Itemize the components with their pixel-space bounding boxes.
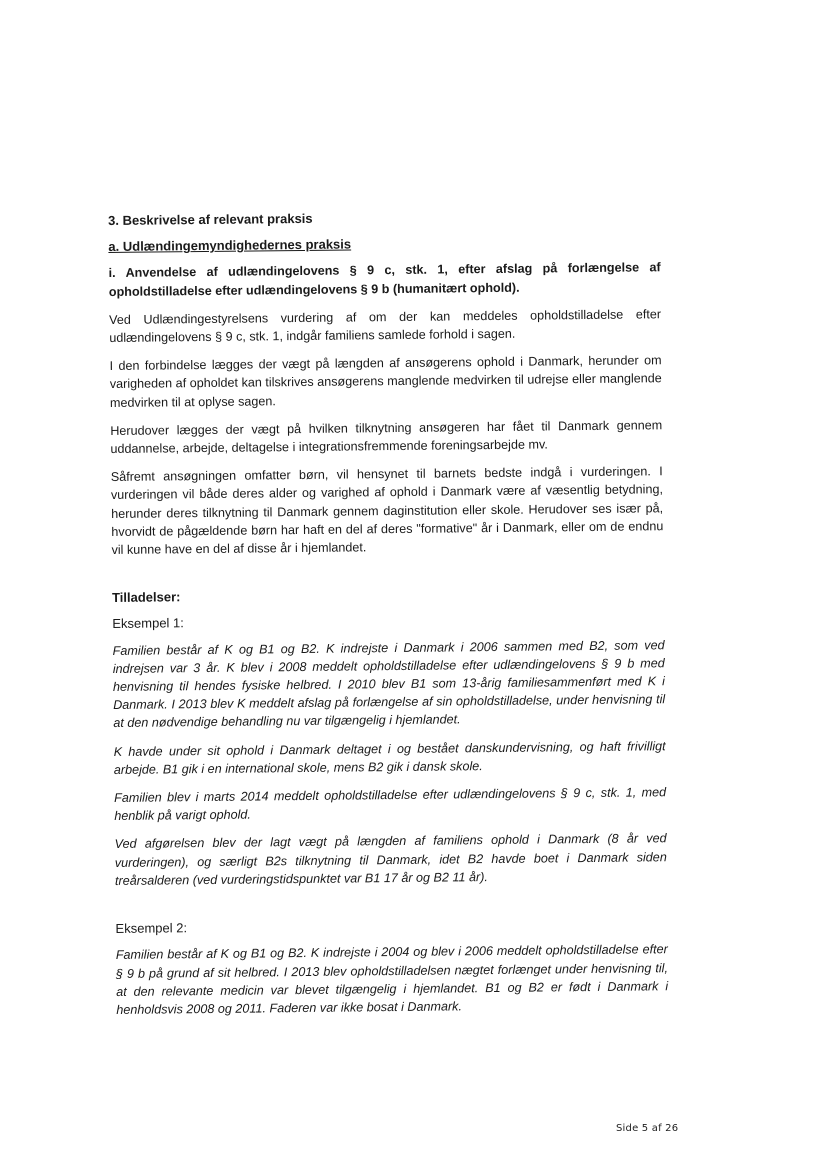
body-paragraph: Ved Udlændingestyrelsens vurdering af om der kan meddeles opholdstilladelse efter udlændingelovens § 9 c, stk. 1, indgår familiens samlede forhold i sagen. (109, 307, 662, 346)
body-paragraph: Herudover lægges der vægt på hvilken tilknytning ansøgeren har fået til Danmark gennem uddannelse, arbejde, deltagelse i integrationsfremmende foreningsarbejde mv. (110, 418, 663, 457)
page-number: Side 5 af 26 (616, 1123, 679, 1134)
example-2-paragraph: Familien består af K og B1 og B2. K indrejste i 2004 og blev i 2006 meddelt opholdstilladelse efter § 9 b på grund af sit helbred. I 2013 blev opholdstilladelsen nægtet forlænget under henvisning til, at den relevante medicin var blevet tilgængelig i hjemlandet. B1 og B2 er født i Danmark i henholdsvis 2008 og 2011. Faderen var ikke bosat i Danmark. (115, 942, 669, 1017)
example-1-paragraph: Familien består af K og B1 og B2. K indrejste i Danmark i 2006 sammen med B2, som ved indrejsen var 3 år. K blev i 2008 meddelt opholdstilladelse efter udlændingelovens § 9 b med henvisning til hendes fysiske helbred. I 2010 blev B1 som 13-årig familiesammenført med K i Danmark. I 2013 blev K meddelt afslag på forlængelse af sin opholdstilladelse, under henvisning til at den nødvendige behandling nu var tilgængelig i hjemlandet. (112, 637, 666, 731)
sub-heading: a. Udlændingemyndighedernes praksis (108, 236, 352, 255)
permits-label: Tilladelser: (111, 589, 181, 606)
body-paragraph: Såfremt ansøgningen omfatter børn, vil hensynet til barnets bedste indgå i vurderingen. I vurderingen vil både deres alder og varighed af ophold i Danmark være af væsentlig betydning, herunder deres tilknytning til Danmark gennem daginstitution eller skole. Herudover ses især på, hvorvidt de pågældende børn har haft en del af deres "formative" år i Danmark, eller om de endnu vil kunne have en del af disse år i hjemlandet. (110, 464, 664, 558)
example-1-paragraph: Ved afgørelsen blev der lagt vægt på længden af familiens ophold i Danmark (8 år ved vurderingen), og særligt B2s tilknytning til Danmark, idet B2 havde boet i Danmark siden treårsalderen (ved vurderingstidspunktet var B1 17 år og B2 11 år). (114, 831, 667, 888)
body-paragraph: I den forbindelse lægges der vægt på længden af ansøgerens ophold i Danmark, herunder om varigheden af opholdet kan tilskrives ansøgerens manglende medvirken til udrejse eller manglende medvirken til at oplyse sagen. (109, 353, 662, 410)
page-content (108, 206, 669, 1029)
section-heading: 3. Beskrivelse af relevant praksis (108, 210, 313, 228)
example-1-label: Eksempel 1: (112, 615, 184, 632)
example-1-paragraph: Familien blev i marts 2014 meddelt opholdstilladelse efter udlændingelovens § 9 c, stk. 1, med henblik på varigt ophold. (114, 785, 667, 824)
example-1-paragraph: K havde under sit ophold i Danmark deltaget i og bestået danskundervisning, og haft frivilligt arbejde. B1 gik i en international skole, mens B2 gik i dansk skole. (113, 738, 666, 777)
example-2-label: Eksempel 2: (115, 920, 188, 937)
item-heading: i. Anvendelse af udlændingelovens § 9 c, stk. 1, efter afslag på forlængelse af opholdstilladelse efter udlændingelovens § 9 b (humanitært ophold). (108, 260, 661, 299)
